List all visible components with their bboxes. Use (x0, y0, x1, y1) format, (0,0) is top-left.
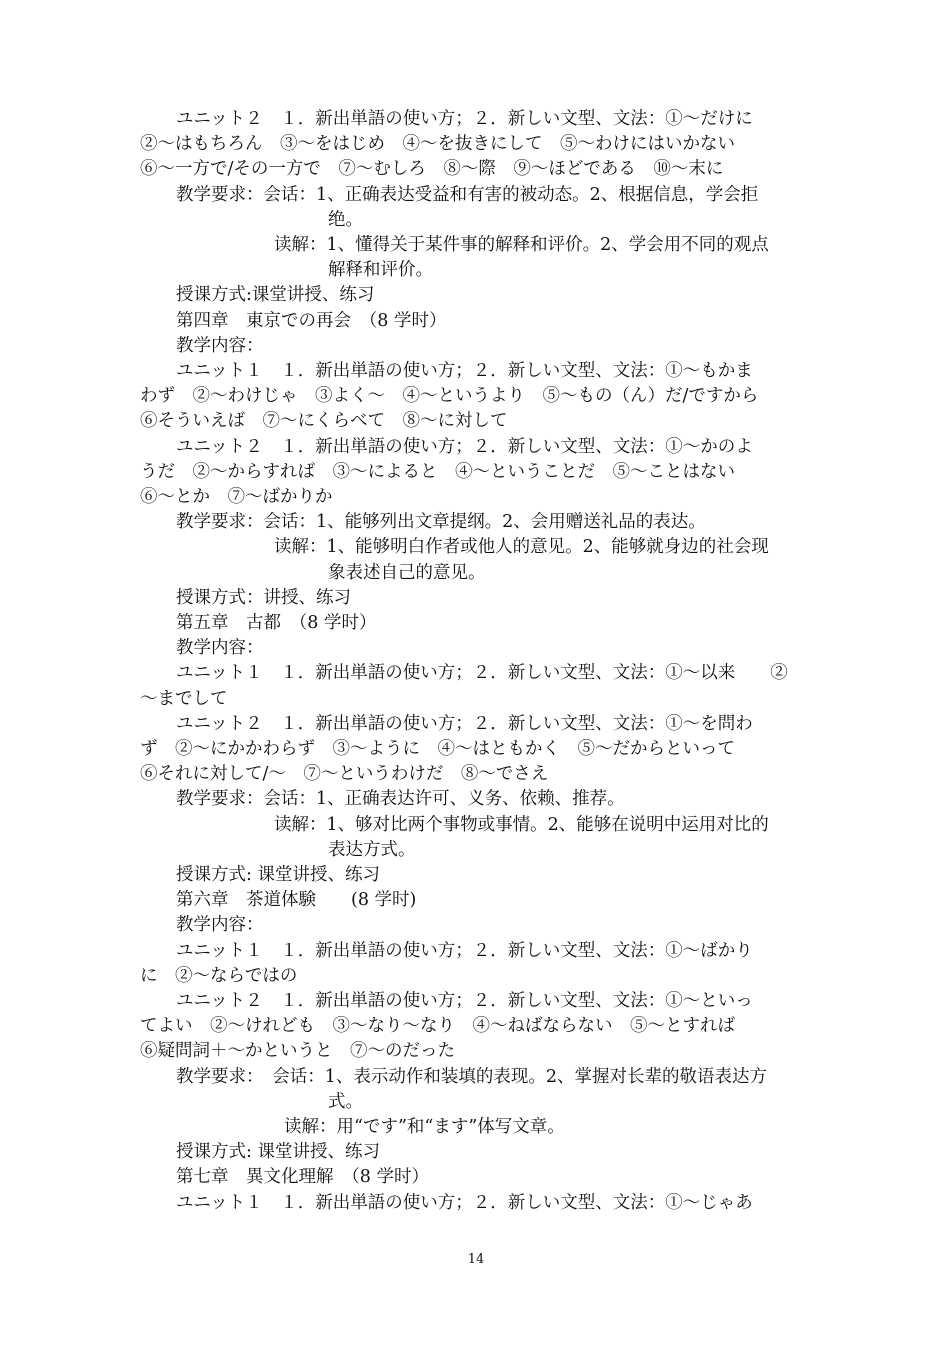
teaching-requirement-line: 教学要求：会话：1、能够列出文章提纲。2、会用赠送礼品的表达。 (176, 512, 706, 533)
text-line: ⑥～とか ⑦～ばかりか (140, 487, 333, 507)
teaching-method-line: 授课方式：讲授、练习 (176, 587, 351, 608)
teaching-requirement-line: 教学要求：会话：1、正确表达许可、义务、依赖、推荐。 (176, 789, 625, 810)
text-line: ⑥それに対して/～ ⑦～というわけだ ⑧～でさえ (140, 764, 549, 785)
text-line: 象表述自己的意见。 (328, 562, 486, 583)
reading-requirement-line: 读解：1、够对比两个事物或事情。2、能够在说明中运用对比的 (274, 814, 769, 835)
text-line: 绝。 (328, 209, 363, 230)
unit-line: ユニット１ １．新出単語の使い方；２．新しい文型、文法：①～以来 ② (176, 663, 788, 684)
chapter-heading: 第七章 異文化理解 （8 学时） (176, 1167, 429, 1188)
unit-line: ユニット１ １．新出単語の使い方；２．新しい文型、文法：①～もかま (176, 361, 753, 381)
content-heading: 教学内容： (176, 915, 264, 936)
unit-line: ユニット１ １．新出単語の使い方；２．新しい文型、文法：①～じゃあ (176, 1192, 753, 1213)
text-line: に ②～ならではの (140, 965, 298, 986)
text-line: 表达方式。 (328, 839, 416, 860)
content-heading: 教学内容： (176, 638, 264, 659)
text-line: 式。 (328, 1091, 363, 1112)
text-line: ⑥疑問詞＋～かというと ⑦～のだった (140, 1041, 455, 1062)
unit-line: ユニット２ １．新出単語の使い方；２．新しい文型、文法：①～といっ (176, 991, 753, 1011)
reading-requirement-line: 读解：用“です”和“ます”体写文章。 (284, 1117, 565, 1137)
chapter-heading: 第六章 茶道体験 (8 学时) (176, 890, 417, 911)
unit-line: ユニット２ １．新出単語の使い方；２．新しい文型、文法：①～かのよ (176, 436, 753, 457)
text-line: ず ②～にかかわらず ③～ように ④～はともかく ⑤～だからといって (140, 739, 735, 759)
teaching-method-line: 授课方式: 课堂讲授、练习 (176, 865, 380, 885)
teaching-method-line: 授课方式:课堂讲授、练习 (176, 285, 375, 306)
text-line: てよい ②～けれども ③～なり～なり ④～ねばならない ⑤～とすれば (140, 1016, 735, 1037)
unit-line: ユニット１ １．新出単語の使い方；２．新しい文型、文法：①～ばかり (176, 940, 753, 961)
teaching-requirement-line: 教学要求：会话：1、正确表达受益和有害的被动态。2、根据信息，学会拒 (176, 184, 759, 205)
reading-requirement-line: 读解：1、懂得关于某件事的解释和评价。2、学会用不同的观点 (274, 235, 769, 255)
text-line: ⑥～一方で/その一方で ⑦～むしろ ⑧～際 ⑨～ほどである ⑩～末に (140, 159, 724, 180)
teaching-method-line: 授课方式: 课堂讲授、练习 (176, 1142, 380, 1163)
text-line: ②～はもちろん ③～をはじめ ④～を抜きにして ⑤～わけにはいかない (140, 134, 735, 155)
page-number: 14 (467, 1252, 485, 1267)
teaching-requirement-line: 教学要求： 会话：1、表示动作和装填的表现。2、掌握对长辈的敬语表达方 (176, 1066, 768, 1087)
chapter-heading: 第五章 古都 （8 学时） (176, 613, 377, 633)
text-line: わず ②～わけじゃ ③よく～ ④～というより ⑤～もの（ん）だ/ですから (140, 386, 759, 407)
reading-requirement-line: 读解：1、能够明白作者或他人的意见。2、能够就身边的社会现 (274, 537, 769, 558)
text-line: ～までして (140, 688, 228, 709)
text-line: 解释和评价。 (328, 260, 433, 281)
text-line: ユニット２ １．新出単語の使い方；２．新しい文型、文法：①～だけに (176, 109, 753, 129)
unit-line: ユニット２ １．新出単語の使い方；２．新しい文型、文法：①～を問わ (176, 713, 753, 734)
content-heading: 教学内容： (176, 335, 264, 356)
chapter-heading: 第四章 東京での再会 （8 学时） (176, 310, 447, 331)
text-line: ⑥そういえば ⑦～にくらべて ⑧～に対して (140, 411, 508, 432)
text-line: うだ ②～からすれば ③～によると ④～ということだ ⑤～ことはない (140, 461, 735, 482)
